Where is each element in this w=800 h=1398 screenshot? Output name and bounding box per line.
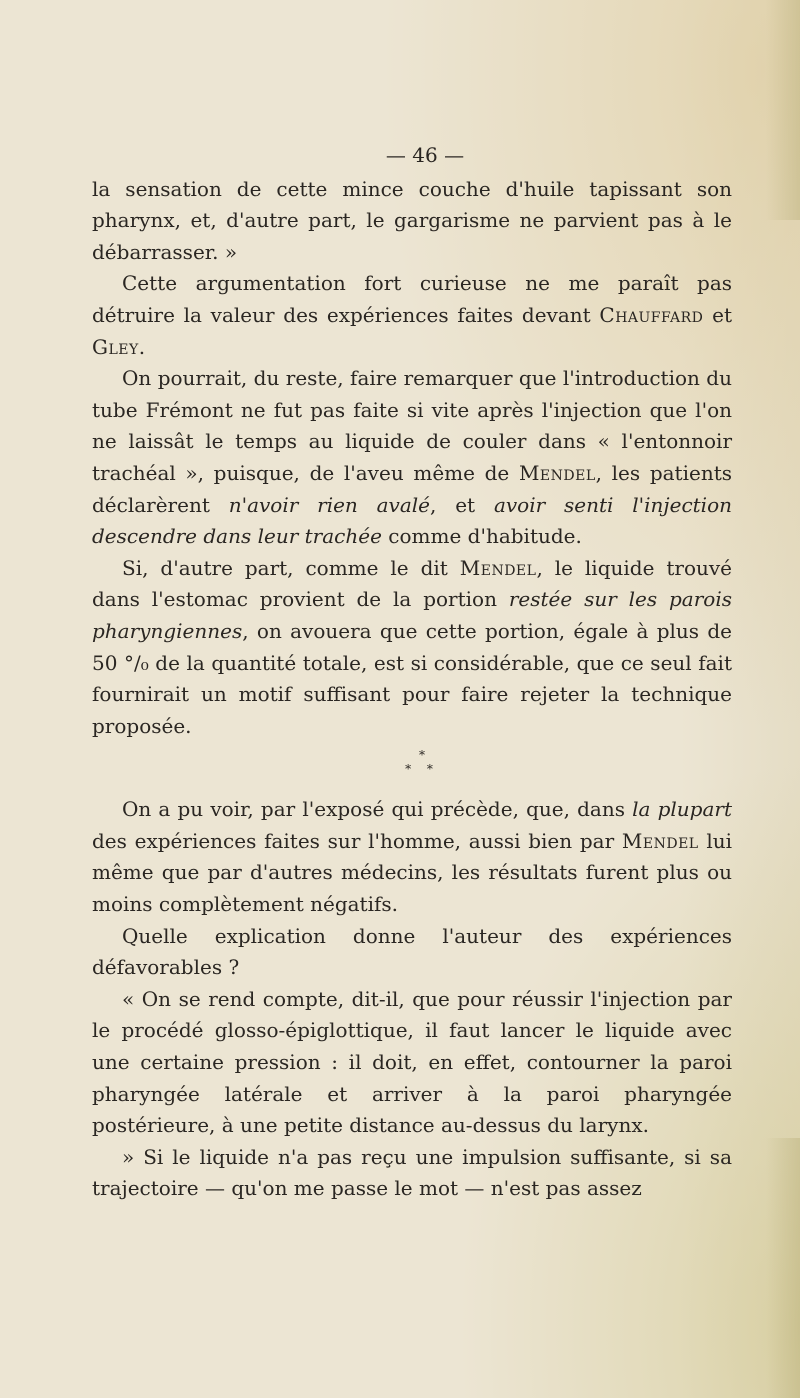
paragraph-2-text-c: . [138,334,146,359]
author-name-gley: Gley [92,334,139,359]
paragraph-5 [92,794,732,920]
paragraph-3-text-d: comme d'habitude. [381,524,582,549]
paragraph-8 [92,1142,732,1205]
paragraph-2 [92,268,732,363]
paragraph-5-text-b: des expériences faites sur l'homme, aussi bien par [92,828,622,853]
author-name-mendel: Mendel [459,555,537,580]
asterism-bottom: * * [405,762,439,777]
paragraph-5-text-a: On a pu voir, par l'exposé qui précède, que, dans [122,797,633,822]
page-body [92,140,732,1205]
paper-stain-bottom [766,1138,800,1398]
paragraph-4-text-a: Si, d'autre part, comme le dit [122,555,460,580]
paragraph-3-italic-2: avoir senti l'injection descendre dans leur trachée [92,492,732,549]
paragraph-6-text: Quelle explication donne l'auteur des expériences défavorables ? [92,923,732,980]
paragraph-1-text: la sensation de cette mince couche d'huile tapissant son pharynx, et, d'autre part, le gargarisme ne parvient pas à le débarrasser. » [92,176,732,264]
paragraph-7-text: « On se rend compte, dit-il, que pour réussir l'injection par le procédé glosso-épiglottique, il faut lancer le liquide avec une certaine pression : il doit, en effet, contourner la paroi pharyngée latérale et arriver à la paroi pharyngée postérieure, à une petite distance au-dessus du larynx. [92,986,732,1138]
paragraph-1 [92,174,732,269]
paragraph-4-italic-1: restée sur les parois pharyngiennes [92,587,732,643]
paragraph-7 [92,984,732,1142]
author-name-mendel: Mendel [621,828,699,853]
paragraph-4-text-c: , on avouera que cette portion, égale à plus de 50 °/₀ de la quantité totale, est si considérable, que ce seul fait fournirait un motif suffisant pour faire rejeter la technique proposée. [92,618,732,738]
paragraph-6 [92,921,732,984]
paragraph-3-text-b: , les patients déclarèrent [92,460,732,517]
section-asterism [112,748,732,776]
paper-stain-top [766,0,800,220]
paragraph-4-text-b: , le liquide trouvé dans l'estomac provient de la portion [92,555,733,612]
paragraph-5-italic-1: la plupart [632,797,732,822]
paragraph-5-text-c: lui même que par d'autres médecins, les résultats furent plus ou moins complètement négatifs. [92,828,732,917]
paragraph-3-text-c: , et [430,492,494,517]
paragraph-8-text: » Si le liquide n'a pas reçu une impulsion suffisante, si sa trajectoire — qu'on me passe le mot — n'est pas assez [92,1144,732,1201]
paragraph-3 [92,363,732,553]
paragraph-2-text-a: Cette argumentation fort curieuse ne me paraît pas détruire la valeur des expériences faites devant [92,271,732,327]
author-name-mendel: Mendel [518,460,596,485]
page-number: — 46 — [385,143,465,167]
paragraph-2-text-b: et [703,302,732,327]
author-name-chauffard: Chauffard [599,302,704,327]
paragraph-3-italic-1: n'avoir rien avalé [228,492,431,517]
paragraph-3-text-a: On pourrait, du reste, faire remarquer que l'introduction du tube Frémont ne fut pas faite si vite après l'injection que l'on ne laissât le temps au liquide de couler dans « l'entonnoir trachéal », puisque, de l'aveu même de [92,366,732,485]
paragraph-4 [92,553,732,743]
asterism-top: * [419,748,425,763]
